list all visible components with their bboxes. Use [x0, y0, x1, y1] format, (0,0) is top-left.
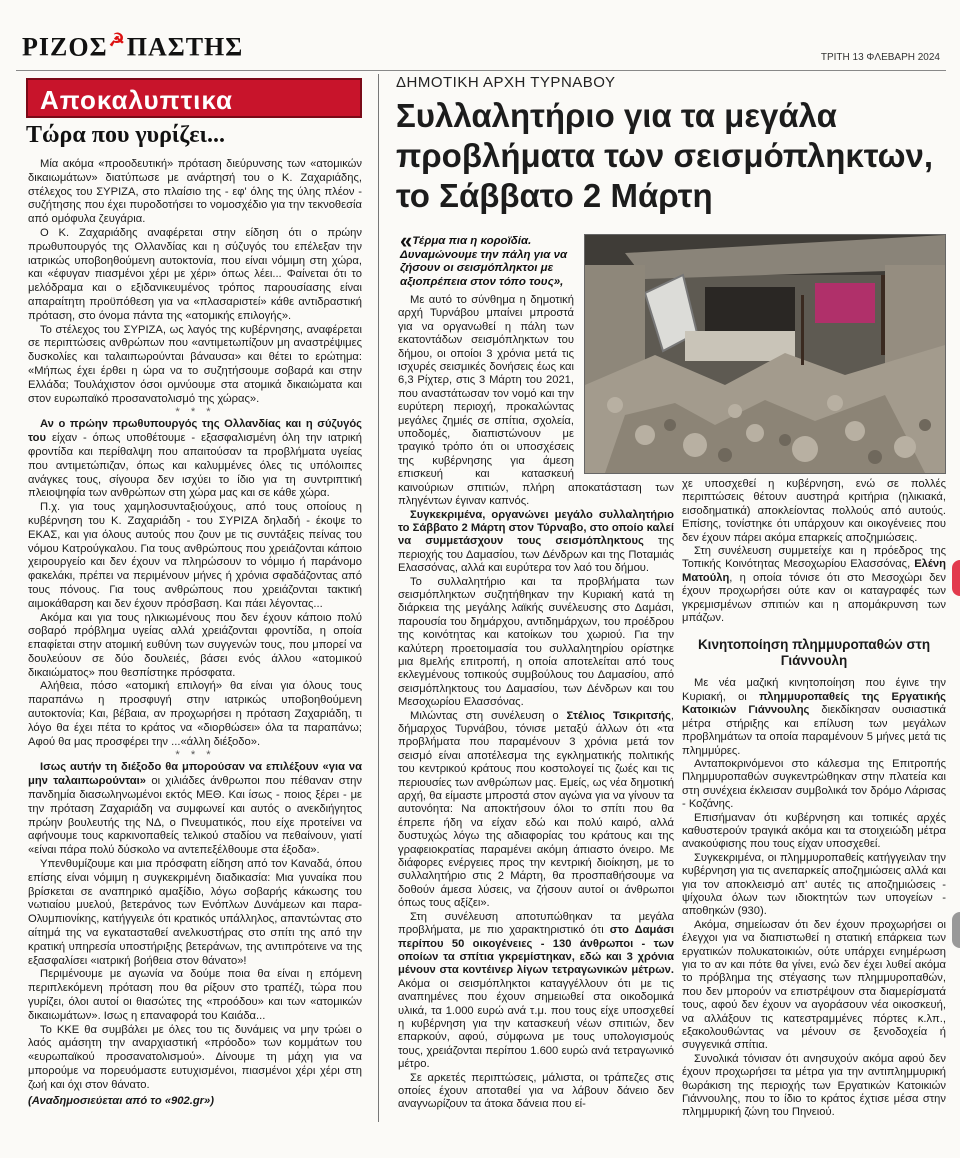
article-kicker: ΔΗΜΟΤΙΚΗ ΑΡΧΗ ΤΥΡΝΑΒΟΥ [396, 74, 616, 91]
hammer-sickle-icon: ☭ [108, 30, 126, 50]
source-note: (Αναδημοσιεύεται από το «902.gr») [28, 1094, 214, 1107]
paragraph: Ανταποκρινόμενοι στο κάλεσμα της Επιτροπής Πλημμυροπαθών συγκεντρώθηκαν στην πλατεία και στη συνέχεια έκλεισαν συμβολικά τον δρόμο Λάρισας - Κοζάνης. [682, 757, 946, 811]
left-column-article [22, 78, 362, 1118]
column-divider [378, 74, 379, 1122]
newspaper-logo: ΡΙΖΟΣ☭ΠΑΣΤΗΣ [22, 30, 244, 62]
paragraph: Ακόμα και για τους ηλικιωμένους που δεν έχουν κάποιο πολύ σοβαρό πρόβλημα υγείας αλλά χρειάζονται φροντίδα, η οποία επαφίεται στην ατομική ευθύνη των συγγενών τους, που μπορεί να δουλεύουν σε δύο δουλειές, βάσει ενός άλλου «ατομικού δικαιώματος» που θεσπίστηκε πρόσφατα. [28, 611, 362, 679]
column-body [28, 158, 362, 1118]
subheading: Κινητοποίηση πλημμυροπαθών στη Γιάννουλη [697, 637, 931, 669]
paragraph: Στη συνέλευση συμμετείχε και η πρόεδρος της Τοπικής Κοινότητας Μεσοχωρίου Ελασσόνας, Ελένη Ματούλη, η οποία τόνισε ότι στο Μεσοχώρι δεν έχουν προχωρήσει ούτε καν οι καταγραφές των γκρεμισμένων σπιτιών και η απομάκρυνση των μπάζων. [682, 545, 946, 625]
article-column-2 [682, 478, 946, 1118]
paragraph: Π.χ. για τους χαμηλοσυνταξιούχους, από τους οποίους η κυβέρνηση του Κ. Ζαχαριάδη - του ΣΥΡΙΖΑ δηλαδή - έκοψε το ΕΚΑΣ, και για όλους αυτούς που ζουν με τις συντάξεις πείνας του νόμου Κατρούγκαλου. Για τους ανθρώπους που χρειάζονται κάποιο χειρουργείο και δεν έχουν να πληρώσουν το νόμιμο ή παράνομο φακελάκι, πρέπει να περιμένουν μήνες ή χρόνια σφαδάζοντας από τους πόνους. Για τους ανθρώπους που χρειάζονται τακτική αιμοκάθαρση και δεν έχουν πρόσβαση. Και πάει λέγοντας... [28, 501, 362, 610]
paragraph: Στη συνέλευση αποτυπώθηκαν τα μεγάλα προβλήματα, με πιο χαρακτηριστικό ότι στο Δαμάσι περίπου 50 οικογένειες - 130 άνθρωποι - των οποίων τα σπίτια γκρεμίστηκαν, εδώ και 3 χρόνια μένουν στα κοντέινερ λίγων τετραγωνικών μέτρων. Ακόμα οι σεισμόπληκτοι καταγγέλλουν ότι με τις αναπημένες που έχουν σημειωθεί στα οικοδομικά υλικά, τα 1.000 ευρώ ανά τ.μ. που τους είχε υποσχεθεί η κυβέρνηση για την κατασκευή νέων σπιτιών, δεν επαρκούν, αφού, σύμφωνα με τους υπολογισμούς τους, χρειάζονται περίπου 1.600 ευρώ ανά τετραγωνικό μέτρο. [398, 910, 674, 1071]
paragraph: Υπενθυμίζουμε και μια πρόσφατη είδηση από τον Καναδά, όπου επίσης είναι νόμιμη η συγκεκριμένη διαδικασία: Μια γυναίκα που βρίσκεται σε αναπηρικό αμαξίδιο, λόγω σοβαρής κάκωσης του νωτιαίου μυελού, βετεράνος των Ενόπλων Δυνάμεων και παρα-Ολυμπιονίκης, κατήγγειλε ότι κρατικός υπάλληλος, απαντώντας στο αίτημά της να εγκατασταθεί ανελκυστήρας στο σπίτι της από την κρατική υπηρεσία υποστήριξης βετεράνων, της αντιπρότεινε να της εξασφαλίσει «ιατρική βοήθεια στον θάνατο»! [28, 858, 362, 967]
paragraph: Το στέλεχος του ΣΥΡΙΖΑ, ως λαγός της κυβέρνησης, αναφέρεται σε περιπτώσεις ανθρώπων που «αντιμετωπίζουν μη αναστρέψιμες δυσκολίες και ταλαιπωρούνται βάναυσα» και θέτει το ερώτημα: «Μήπως έχει έρθει η ώρα να το συζητήσουμε σοβαρά και στην Ελλάδα; Τουλάχιστον όσοι ομνύουμε στα ατομικά δικαιώματα και στον ευρωπαϊκό προσανατολισμό της χώρας». [28, 323, 362, 405]
photo-wrap-spacer [574, 294, 674, 474]
paragraph: Σε αρκετές περιπτώσεις, μάλιστα, οι τράπεζες στις οποίες έχουν αποταθεί για να λάβουν δάνειο δεν αναγνωρίζουν τα άτοκα δάνεια που εί- [398, 1071, 674, 1111]
paragraph: Αν ο πρώην πρωθυπουργός της Ολλανδίας και η σύζυγός του είχαν - όπως υποθέτουμε - εξασφαλισμένη όλη την ιατρική φροντίδα και περίθαλψη που απαιτούσαν τα προβλήματα υγείας που αντιμετώπιζαν, όπως και καλυμμένες όλες τις υπόλοιπες ανάγκες τους, σίγουρα δεν ισχύει το ίδιο για τη συντριπτική πλειοψηφία των ανθρώπων στη χώρα μας και σε κάθε χώρα. [28, 418, 362, 500]
paragraph: Μία ακόμα «προοδευτική» πρόταση διεύρυνσης των «ατομικών δικαιωμάτων» διατύπωσε με ανάρτησή του ο Κ. Ζαχαριάδης, στέλεχος του ΣΥΡΙΖΑ, στο πλαίσιο της - εφ' όλης της ύλης πλέον - συζήτησης που έχει πυροδοτήσει το νομοσχέδιο για την τεκνοθεσία από ομόφυλα ζευγάρια. [28, 158, 362, 226]
quote-mark-icon: « [400, 228, 413, 253]
article-headline: Συλλαλητήριο για τα μεγάλα προβλήματα των σεισμόπληκτων, το Σάββατο 2 Μάρτη [396, 97, 934, 214]
paragraph: Ο Κ. Ζαχαριάδης αναφέρεται στην είδηση ότι ο πρώην πρωθυπουργός της Ολλανδίας και η σύζυγός του επέλεξαν την ιατρικώς υποβοηθούμενη αυτοκτονία, που είναι νόμιμη στη χώρα, και «έφυγαν πιασμένοι χέρι με χέρι» όπως λέει... Φαίνεται ότι το μελόδραμα και ο εξιδανικευμένος τρόπος παρουσίασης είναι απαραίτητη προϋπόθεση για να «πλασαριστεί» κάθε αντιδραστική πρόταση, στο όνομα πάντα της «ατομικής επιλογής». [28, 226, 362, 322]
paragraph: Περιμένουμε με αγωνία να δούμε ποια θα είναι η επόμενη περιπλεκόμενη πρόταση που θα ρίξουν στο τραπέζι, τώρα που γυρίζει, όλοι αυτοί οι θιασώτες της «προόδου» και των «ατομικών δικαιωμάτων». Ισως η επαναφορά του Καιάδα... [28, 968, 362, 1022]
paragraph: Το συλλαλητήριο και τα προβλήματα των σεισμόπληκτων συζητήθηκαν την Κυριακή κατά τη διάρκεια της μεγάλης λαϊκής συνέλευσης στο Δαμάσι, παρουσία του δημάρχου, αντιδημάρχων, του προέδρου της κοινότητας και κατοίκων του χωριού. Για την καλύτερη προετοιμασία του συλλαλητηρίου ορίστηκε μια 8μελής επιτροπή, η οποία αποτελείται από τους εκλεγμένους τοπικούς συμβούλους του Δαμασίου, από σεισμόπληκτους του Δαμασίου, των Δένδρων και του Μεσοχωρίου Ελασσόνας. [398, 575, 674, 709]
paragraph: Συνολικά τόνισαν ότι ανησυχούν ακόμα αφού δεν έχουν προχωρήσει τα μέτρα για την αντιπλημμυρική θωράκιση της περιοχής των Εργατικών Κατοικιών Γιάννουλης, που το ίδιο το κράτος έχτισε μέσα στην πλημμυρική ζώνη του Πηνειού. [682, 1052, 946, 1118]
paragraph: Αλήθεια, πόσο «ατομική επιλογή» θα είναι για όλους τους παραπάνω η προσφυγή στην ιατρικώς υποβοηθούμενη αυτοκτονία; Και, βέβαια, αν προχωρήσει η πρόταση Ζαχαριάδη, τι λόγο θα έχει πέτα το κράτος να «διορθώσει» όλα τα παραπάνω; Αφού θα μας προσφέρει την ...«άλλη διέξοδο». [28, 680, 362, 748]
paragraph: χε υποσχεθεί η κυβέρνηση, ενώ σε πολλές περιπτώσεις θέτουν αυστηρά κριτήρια (ηλικιακά, εισοδηματικά) αποκλείοντας πολλούς από αυτούς. Επίσης, τονίστηκε ότι υπάρχουν και οικογένειες που δεν έχουν πάρει ακόμα επαρκείς αποζημιώσεις. [682, 478, 946, 544]
paragraph: Ακόμα, σημείωσαν ότι δεν έχουν προχωρήσει οι έλεγχοι για να διαπιστωθεί η στατική επάρκεια των εργατικών πολυκατοικιών, ούτε υπάρχει ενημέρωση για το αν και πότε θα γίνει, ενώ δεν έχει λυθεί ακόμα το πρόβλημα της στέγασης των πλημμυροπαθών, που δεν μπορούν να επιστρέψουν στα διαμερίσματά τους, αφού δεν έχουν να αγοράσουν νέα οικοσκευή, να αλλάξουν τις κατεστραμμένες πόρτες κ.λπ., εξακολουθώντας να μένουν σε ξενοδοχεία ή συγγενικά σπίτια. [682, 918, 946, 1052]
pull-quote: «Τέρμα πια η κοροϊδία. Δυναμώνουμε την πάλη για να ζήσουν οι σεισμόπληκτοι με αξιοπρέπεια στον τόπο τους», [400, 228, 568, 288]
paragraph: Ισως αυτήν τη διέξοδο θα μπορούσαν να επιλέξουν «για να μην ταλαιπωρούνται» οι χιλιάδες άνθρωποι που πέθαναν στην πανδημία διασωληνωμένοι εκτός ΜΕΘ. Και ίσως - ποιος ξέρει - με την πρόταση Ζαχαριάδη να συμφωνεί και αυτός ο ανεκδιήγητος πρώην βουλευτής της ΝΔ, ο Πνευματικός, που είχε προτείνει να αφήνουμε τους καρκινοπαθείς τελικού σταδίου να πεθαίνουν, γιατί «είναι πάρα πολύ δύσκολο να αντεπεξέλθουμε στα έξοδα». [28, 761, 362, 857]
paragraph: Με νέα μαζική κινητοποίηση που έγινε την Κυριακή, οι πλημμυροπαθείς της Εργατικής Κατοικιών Γιάννουλης διεκδίκησαν ουσιαστικά μέτρα στήριξης και επίλυση των μεγάλων προβλημάτων τα οποία παραμένουν 5 μήνες μετά τις πλημμύρες. [682, 677, 946, 757]
article-column-1 [398, 294, 674, 1114]
paragraph: Επισήμαναν ότι κυβέρνηση και τοπικές αρχές καθυστερούν τραγικά ακόμα και τα στοιχειώδη μέτρα ανακούφισης που τους είχαν υποσχεθεί. [682, 811, 946, 851]
paragraph: Συγκεκριμένα, οι πλημμυροπαθείς κατήγγειλαν την κυβέρνηση για τις ανεπαρκείς αποζημιώσεις αλλά και για τον αποκλεισμό απ' αυτές τις αποζημιώσεις - ψίχουλα όλων των ιδιοκτητών των υπογείων - αποθηκών (930). [682, 851, 946, 918]
publication-date: ΤΡΙΤΗ 13 ΦΛΕΒΑΡΗ 2024 [820, 52, 940, 63]
masthead [16, 22, 946, 71]
paragraph: Με αυτό το σύνθημα η δημοτική αρχή Τυρνάβου μπαίνει μπροστά για να οργανωθεί η πάλη των εκατοντάδων σεισμόπληκτων του δήμου, οι οποίοι 3 χρόνια μετά τις ισχυρές σεισμικές δονήσεις έως και 6,3 Ρίχτερ, στις 3 Μάρτη του 2021, που αναστάτωσαν τον νομό και την ευρύτερη περιοχή, προκαλώντας μεγάλες ζημιές σε σπίτια, σχολεία, υποδομές, διαπιστώνουν με τραγικό τρόπο ότι οι υποσχέσεις της κυβέρνησης για άμεση επισκευή και κατασκευή καινούριων σπιτιών, πλήρη αποκατάσταση των πληγέντων έγιναν καπνός. [398, 294, 674, 508]
main-article [392, 74, 948, 1124]
page-edge-tab [952, 912, 960, 948]
paragraph: Το ΚΚΕ θα συμβάλει με όλες του τις δυνάμεις να μην τρώει ο λαός αμάσητη την αναρχιαστική «πρόοδο» των κομμάτων του «ευρωπαϊκού προσανατολισμού». Δίνουμε τη μάχη για να μπορούμε να πορευόμαστε ευτυχισμένοι, πιασμένοι χέρι χέρι στη ζωή και όχι στον θάνατο. [28, 1023, 362, 1091]
column-rubric: Αποκαλυπτικα [26, 78, 362, 118]
section-separator: * * * [175, 406, 215, 419]
paragraph: Μιλώντας στη συνέλευση ο Στέλιος Τσικριτσής, δήμαρχος Τυρνάβου, τόνισε μεταξύ άλλων ότι «τα προβλήματα που παραμένουν 3 χρόνια μετά τον σεισμό είναι αποτέλεσμα της εγκληματικής πολιτικής του κεντρικού κράτους που κοστολογεί τις ζωές και τις περιουσίες των ανθρώπων μας. Εμείς, ως νέα δημοτική αρχή, θα είμαστε μπροστά στον αγώνα για να γίνουν τα αυτονόητα: Να αποκτήσουν όλοι το σπίτι που θα έπρεπε ήδη να είχαν εδώ και πολύ καιρό, αλλά δυστυχώς λόγω της αδιαφορίας του κράτους και της γραφειοκρατίας παραμένει ακόμη άπιαστο όνειρο. Με διάφορες ενέργειες προς την κεντρική διοίκηση, με το συλλαλητήριο στις 2 Μάρτη, θα προσπαθήσουμε να δοθούν άμεσα λύσεις, να ζήσουν αυτοί οι άνθρωποι όπως τους αξίζει». [398, 709, 674, 910]
paragraph: Συγκεκριμένα, οργανώνει μεγάλο συλλαλητήριο το Σάββατο 2 Μάρτη στον Τύρναβο, στο οποίο καλεί να συμμετάσχουν τους σεισμόπληκτους της περιοχής του Δαμασίου, των Δένδρων και της Ποταμιάς Ελασσόνας, αλλά και ευρύτερα τον λαό του δήμου. [398, 508, 674, 575]
section-separator: * * * [175, 749, 215, 762]
page-edge-tab [952, 560, 960, 596]
column-title: Τώρα που γυρίζει... [26, 122, 225, 148]
